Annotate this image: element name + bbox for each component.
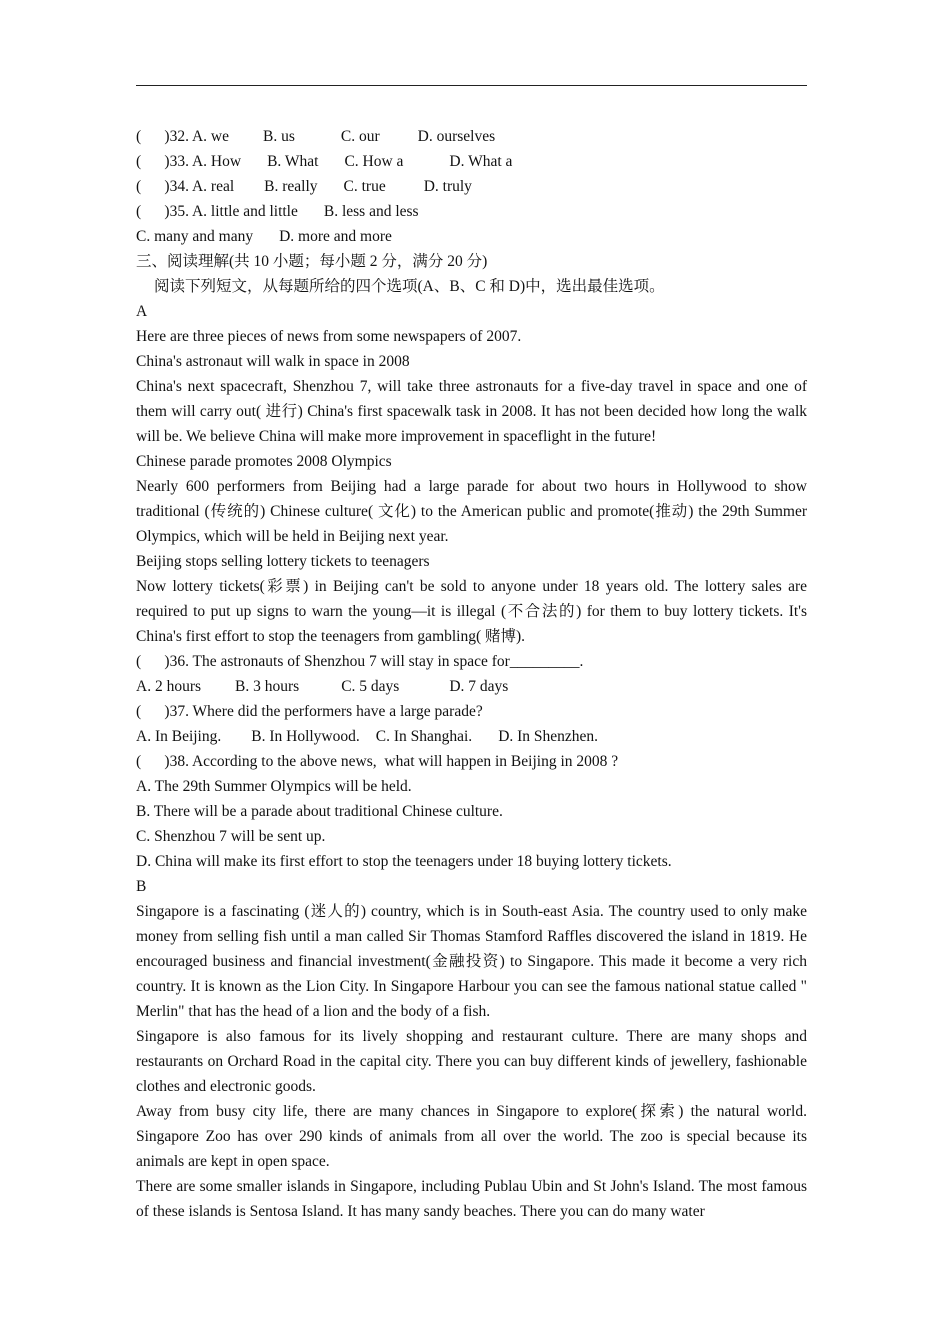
news-2-body: Nearly 600 performers from Beijing had a large parade for about two hours in Hollywood to show traditional (传统的) Chinese culture( 文化) to the American public and promote(推动) the 29th Summer Olympics, which will be held in Beijing next year. [136, 478, 807, 545]
option-b: B. really [264, 178, 318, 195]
answer-blank: ( ) [136, 653, 170, 670]
passage-b-paragraph-1: Singapore is a fascinating (迷人的) country, which is in South-east Asia. The country used to only make money from selling fish until a man called Sir Thomas Stamford Raffles discovered the island in 1819. He encouraged business and financial investment(金融投资) to Singapore. This made it become a very rich country. It is known as the Lion City. In Singapore Harbour you can see the famous national statue called " Merlin" that has the head of a lion and the body of a fish. [136, 903, 807, 1020]
header-rule [136, 85, 807, 86]
question-34 [136, 174, 807, 199]
question-36-options [136, 674, 807, 699]
question-32 [136, 124, 807, 149]
question-37-options [136, 724, 807, 749]
option-d: D. ourselves [417, 128, 496, 145]
passage-b-label: B [136, 878, 147, 895]
option-b: B. 3 hours [235, 678, 300, 695]
option-b: B. less and less [323, 203, 419, 220]
option-a: A. In Beijing. [136, 728, 222, 745]
question-stem: 36. The astronauts of Shenzhou 7 will stay in space for_________. [169, 653, 584, 670]
answer-blank: ( ) [136, 203, 170, 220]
section-title: 三、阅读理解(共 10 小题；每小题 2 分，满分 20 分) [136, 253, 488, 270]
news-3-title: Beijing stops selling lottery tickets to teenagers [136, 553, 430, 570]
passage-a-label: A [136, 303, 148, 320]
option-a: A. 2 hours [136, 678, 202, 695]
answer-blank: ( ) [136, 178, 170, 195]
option-c: C. many and many [136, 228, 254, 245]
question-37 [136, 699, 807, 724]
news-1-title: China's astronaut will walk in space in 2008 [136, 353, 410, 370]
section-instruction: 阅读下列短文，从每题所给的四个选项(A、B、C 和 D)中，选出最佳选项。 [154, 278, 665, 295]
answer-blank: ( ) [136, 753, 170, 770]
answer-blank: ( ) [136, 128, 170, 145]
passage-b-paragraph-3: Away from busy city life, there are many chances in Singapore to explore(探索) the natural world. Singapore Zoo has over 290 kinds of animals from all over the world. The zoo is special because its animals are kept in open space. [136, 1103, 807, 1170]
option-c: C. 5 days [341, 678, 400, 695]
option-c: C. true [343, 178, 386, 195]
question-35 [136, 199, 807, 224]
option-d: D. 7 days [449, 678, 509, 695]
option-c: C. In Shanghai. [375, 728, 473, 745]
option-d: D. more and more [279, 228, 392, 245]
option-b: B. There will be a parade about traditional Chinese culture. [136, 803, 503, 820]
option-d: D. truly [423, 178, 472, 195]
news-1-body: China's next spacecraft, Shenzhou 7, will take three astronauts for a five-day travel in space and one of them will carry out( 进行) China's first spacewalk task in 2008. It has not been decided how long the walk will be. We believe China will make more improvement in spaceflight in the future! [136, 378, 807, 445]
news-2-title: Chinese parade promotes 2008 Olympics [136, 453, 392, 470]
document-body [136, 124, 807, 1224]
question-stem: 34. A. real [169, 178, 235, 195]
option-c: C. our [340, 128, 380, 145]
passage-b-paragraph-4: There are some smaller islands in Singapore, including Publau Ubin and St John's Island. The most famous of these islands is Sentosa Island. It has many sandy beaches. There you can do many water [136, 1178, 807, 1220]
question-36 [136, 649, 807, 674]
option-b: B. What [267, 153, 319, 170]
answer-blank: ( ) [136, 153, 170, 170]
question-stem: 32. A. we [169, 128, 229, 145]
option-d: D. What a [449, 153, 513, 170]
question-stem: 35. A. little and little [169, 203, 298, 220]
question-stem: 37. Where did the performers have a large parade? [169, 703, 483, 720]
answer-blank: ( ) [136, 703, 170, 720]
question-stem: 33. A. How [169, 153, 242, 170]
option-b: B. In Hollywood. [251, 728, 360, 745]
option-d: D. In Shenzhen. [498, 728, 599, 745]
option-d: D. China will make its first effort to stop the teenagers under 18 buying lottery tickets. [136, 853, 672, 870]
question-stem: 38. According to the above news, what will happen in Beijing in 2008 ? [169, 753, 619, 770]
option-c: C. Shenzhou 7 will be sent up. [136, 828, 326, 845]
option-a: A. The 29th Summer Olympics will be held. [136, 778, 412, 795]
passage-b-paragraph-2: Singapore is also famous for its lively shopping and restaurant culture. There are many shops and restaurants on Orchard Road in the capital city. There you can buy different kinds of jewellery, fashionable clothes and electronic goods. [136, 1028, 807, 1095]
option-c: C. How a [344, 153, 404, 170]
question-35-continued [136, 224, 807, 249]
option-b: B. us [263, 128, 295, 145]
question-38 [136, 749, 807, 774]
news-3-body: Now lottery tickets(彩票) in Beijing can't be sold to anyone under 18 years old. The lottery sales are required to put up signs to warn the young—it is illegal (不合法的) for them to buy lottery tickets. It's China's first effort to stop the teenagers from gambling( 赌博). [136, 578, 807, 645]
passage-a-intro: Here are three pieces of news from some newspapers of 2007. [136, 328, 522, 345]
question-33 [136, 149, 807, 174]
